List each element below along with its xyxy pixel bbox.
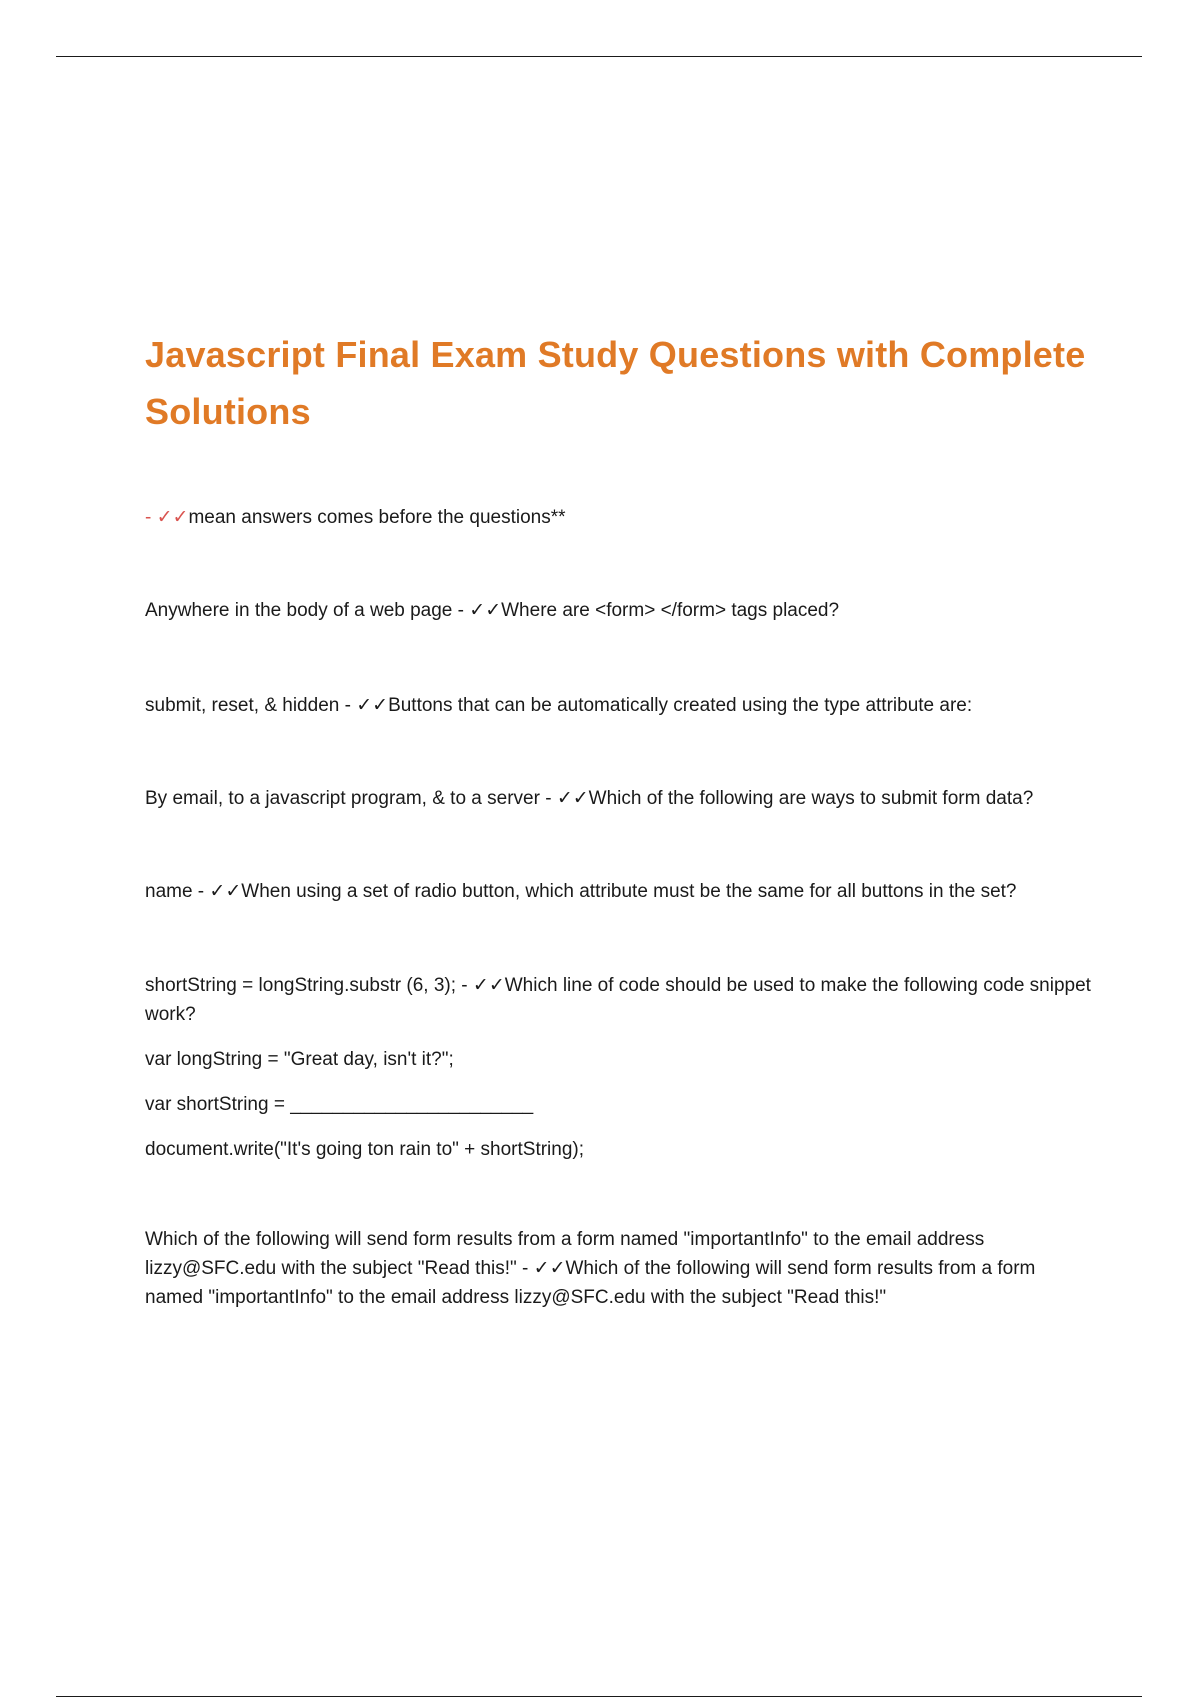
separator-checkmark-icon: - ✓✓ [452, 600, 502, 621]
qa-item-5 [145, 971, 1095, 1029]
question-text: Which of the following are ways to submit form data? [588, 788, 1034, 809]
answer-text: By email, to a javascript program, & to a server [145, 788, 540, 809]
separator-checkmark-icon: - ✓✓ [516, 1258, 566, 1279]
question-text: Which line of code should be used to make the following code snippet work? [145, 975, 1091, 1025]
code-line-2: var shortString = _______________________ [145, 1094, 534, 1115]
question-text: Where are <form> </form> tags placed? [501, 600, 840, 621]
answer-text: submit, reset, & hidden [145, 695, 340, 716]
answer-text: shortString = longString.substr (6, 3); [145, 975, 457, 996]
bottom-rule [56, 1696, 1142, 1697]
separator-checkmark-icon: - ✓✓ [539, 788, 589, 809]
top-rule [56, 56, 1142, 57]
intro-text: mean answers comes before the questions** [188, 507, 566, 528]
question-text: When using a set of radio button, which attribute must be the same for all buttons in the set? [241, 881, 1017, 902]
question-text: Which of the following will send form results from a form named "importantInfo" to the email address lizzy@SFC.edu with the subject "Read this!" [145, 1258, 1036, 1308]
intro-dash: - [145, 507, 157, 528]
answer-text: name [145, 881, 193, 902]
separator-checkmark-icon: - ✓✓ [456, 975, 505, 996]
document-title: Javascript Final Exam Study Questions with Complete Solutions [145, 334, 1086, 432]
code-line-1: var longString = "Great day, isn't it?"; [145, 1049, 454, 1070]
qa-item-2 [145, 691, 1095, 720]
qa-item-3 [145, 784, 1095, 813]
separator-checkmark-icon: - ✓✓ [339, 695, 389, 716]
answer-text: Anywhere in the body of a web page [145, 600, 453, 621]
intro-note [145, 503, 1095, 532]
document-body [145, 326, 1095, 1312]
code-line-3: document.write("It's going ton rain to" + shortString); [145, 1139, 585, 1160]
qa-item-1 [145, 596, 1095, 625]
qa-item-4 [145, 877, 1095, 906]
qa-item-6 [145, 1225, 1095, 1312]
checkmark-icon: ✓✓ [156, 507, 189, 528]
question-text: Buttons that can be automatically created using the type attribute are: [388, 695, 973, 716]
answer-text: Which of the following will send form results from a form named "importantInfo" to the email address lizzy@SFC.edu with the subject "Read this!" [145, 1229, 985, 1279]
separator-checkmark-icon: - ✓✓ [192, 881, 242, 902]
